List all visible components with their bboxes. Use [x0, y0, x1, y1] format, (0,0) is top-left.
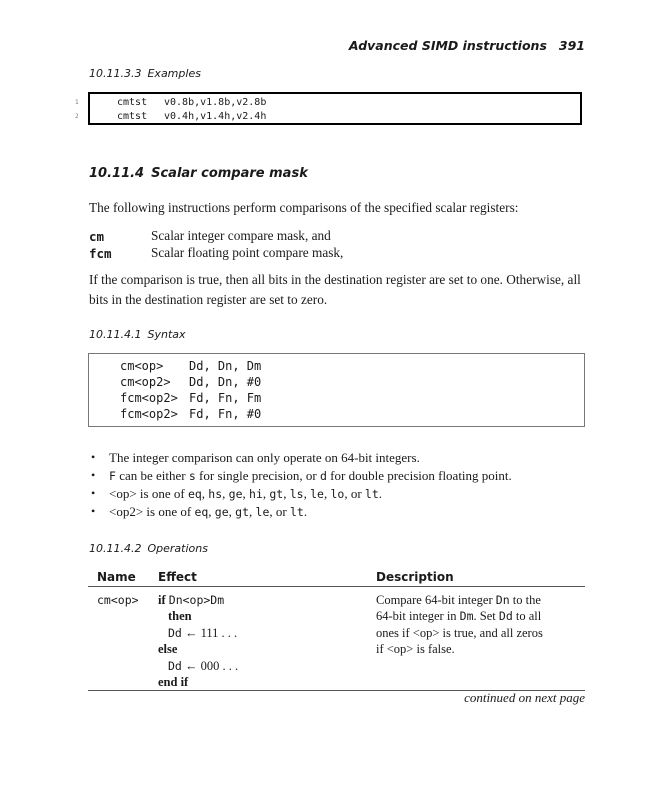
section-number: 10.11.4: [89, 166, 145, 181]
operations-heading: [89, 542, 208, 555]
term-cm-desc: Scalar integer compare mask, and: [151, 228, 331, 243]
bullet-text: <op2> is one of eq, ge, gt, le, or lt.: [109, 504, 308, 519]
section-heading: [89, 166, 308, 181]
effect-line: end if: [158, 675, 189, 689]
syntax-heading-title: Syntax: [147, 328, 186, 341]
effect-line: if Dn<op>Dm: [158, 593, 225, 607]
examples-heading-title: Examples: [147, 67, 201, 80]
syntax-op: fcm<op2>: [120, 407, 178, 421]
syntax-op: fcm<op2>: [120, 391, 178, 405]
intro-paragraph: The following instructions perform comparisons of the specified scalar registers:: [89, 200, 519, 215]
syntax-code-block: [88, 353, 585, 427]
description-line: ones if <op> is true, and all zeros: [376, 626, 543, 640]
syntax-args: Dd, Dn, #0: [189, 375, 262, 389]
syntax-args: Dd, Dn, Dm: [189, 359, 262, 373]
table-header-rule: [88, 586, 585, 587]
effect-line: else: [158, 642, 178, 656]
section-title: Scalar compare mask: [151, 166, 308, 181]
effect-line: Dd ← 111 . . .: [168, 626, 238, 640]
continued-note: continued on next page: [464, 690, 585, 705]
syntax-op: cm<op>: [120, 359, 164, 373]
column-header-effect: Effect: [158, 570, 197, 584]
examples-heading: [89, 67, 201, 80]
column-header-description: Description: [376, 570, 454, 584]
code-line-number: 1: [75, 99, 79, 106]
row-name: cm<op>: [97, 593, 139, 607]
description-line: if <op> is false.: [376, 642, 455, 656]
code-operands: v0.8b,v1.8b,v2.8b: [164, 97, 267, 108]
bullet-text: The integer comparison can only operate on 64-bit integers.: [109, 450, 420, 465]
description-line: Compare 64-bit integer Dn to the: [376, 593, 541, 607]
left-arrow-icon: ←: [184, 626, 198, 640]
code-mnemonic: cmtst: [117, 111, 148, 122]
term-fcm: fcm: [89, 246, 112, 261]
syntax-args: Fd, Fn, #0: [189, 407, 262, 421]
description-line: 64-bit integer in Dm. Set Dd to all: [376, 609, 542, 623]
code-mnemonic: cmtst: [117, 97, 148, 108]
code-operands: v0.4h,v1.4h,v2.4h: [164, 111, 267, 122]
effect-line: then: [168, 609, 192, 623]
bullet-icon: •: [91, 450, 96, 464]
examples-code-block: [88, 92, 582, 125]
bullet-icon: •: [91, 504, 96, 518]
term-fcm-desc: Scalar floating point compare mask,: [151, 245, 344, 260]
running-head: [349, 38, 585, 53]
code-line-number: 2: [75, 113, 79, 120]
syntax-heading: [89, 328, 186, 341]
term-cm: cm: [89, 229, 105, 244]
syntax-args: Fd, Fn, Fm: [189, 391, 262, 405]
bullet-icon: •: [91, 468, 96, 482]
syntax-op: cm<op2>: [120, 375, 171, 389]
operations-heading-title: Operations: [147, 542, 208, 555]
running-head-title: Advanced SIMD instructions: [348, 38, 547, 53]
effect-line: Dd ← 000 . . .: [168, 659, 239, 673]
result-paragraph: If the comparison is true, then all bits in the destination register are set to one. Otherwise, all bits in the destination register are set to zero.: [89, 272, 581, 307]
column-header-name: Name: [97, 570, 136, 584]
operations-heading-number: 10.11.4.2: [89, 542, 142, 555]
examples-heading-number: 10.11.3.3: [89, 67, 142, 80]
page-number: 391: [558, 38, 585, 53]
bullet-icon: •: [91, 486, 96, 500]
syntax-heading-number: 10.11.4.1: [89, 328, 142, 341]
left-arrow-icon: ←: [184, 659, 198, 673]
bullet-text: <op> is one of eq, hs, ge, hi, gt, ls, le, lo, or lt.: [109, 486, 383, 501]
bullet-text: F can be either s for single precision, or d for double precision floating point.: [109, 468, 512, 483]
